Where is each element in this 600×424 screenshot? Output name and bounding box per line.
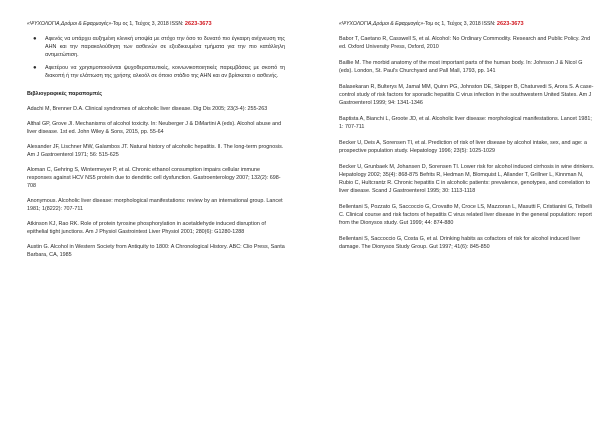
bullet-icon: ● bbox=[33, 65, 37, 71]
reference-item: Bellentani S, Pozzato G, Saccoccio G, Crovatto M, Croce LS, Mazzoran L, Masutti F, Cristianini G, Tiribelli C. Clinical course and risk factors of hepatitis C virus related liver disease in the general population: report from the Dionysos study. Gut 1999; 44: 874-880 bbox=[339, 204, 592, 226]
reference-item: Baillie M. The morbid anatomy of the most important parts of the human body. In: Johnson J & Nicol G (eds). London, St. Paul's Churchyard and Pall Mall, 1793, pp. 141 bbox=[339, 60, 583, 74]
reference-item: Aloman C, Gehring S, Wintermeyer P, et al. Chronic ethanol consumption impairs cellular immune responses against HCV NS5 protein due to dendritic cell dysfunction. Gastroenterology 2007; 132(2): 698-708 bbox=[27, 167, 281, 189]
issue-details: -Τομ ος 1, Τεύχος 3, 2018 ISSN: bbox=[423, 21, 496, 27]
reference-item: Austin G. Alcohol in Western Society from Antiquity to 1800: A Chronological History. ABC: Clio Press, Santa Barbara, CA, 1985 bbox=[27, 244, 285, 258]
right-column bbox=[339, 0, 597, 259]
page-header-left bbox=[27, 20, 285, 28]
reference-item: Anonymous. Alcoholic liver disease: morphological manifestations: review by an international group. Lancet 1981; 1(8222): 707-711 bbox=[27, 198, 283, 212]
journal-title: «ΨΥΧΟΛΟΓΙΑ,Δρόμοι & Εφαρμογές» bbox=[27, 21, 112, 27]
bullet-icon: ● bbox=[33, 36, 37, 42]
issn-number: 2623-3673 bbox=[496, 21, 524, 27]
reference-item: Balasekaran R, Bulterys M, Jamal MM, Quinn PG, Johnston DE, Skipper B, Chaturvedi S, Arora S. A case-control study of risk factors for sporadic hepatitis C virus infection in the southwestern United States. Am J Gastroenterol 1999; 94: 1341-1346 bbox=[339, 84, 594, 106]
list-item: ● Αφενός να υπάρχει αυξημένη κλινική υποψία με στόχο την όσο το δυνατό πιο έγκαιρη ανίχνευση της ΑΗΝ και την παρακολούθηση των ασθενών σε εξειδικευμένα τμήματα για την πιο κατάλληλη αντιμετώπιση. bbox=[33, 36, 285, 58]
reference-item: Atkinson KJ, Rao RK. Role of protein tyrosine phosphorylation in acetaldehyde induced disruption of epithelial tight junctions. Am J Physiol Gastrointest Liver Physiol 2001; 280(6): G1280-1288 bbox=[27, 221, 266, 235]
reference-item: Althal GP, Grove JI. Mechanisms of alcohol toxicity. In: Neuberger J & DiMartini A (eds). Alcohol abuse and liver disease. 1st ed. John Wiley & Sons, 2015, pp. 55-64 bbox=[27, 121, 282, 135]
list-item: ● Αφετέρου να χρησιμοποιούνται ψυχοθεραπευτικές, κοινωνικοποιητικές παρεμβάσεις με σκοπό τη διακοπή ή την ελάττωση της χρήσης αλκοόλ σε όποιο στάδιο της ΑΗΝ και αν βρίσκεται ο ασθενής. bbox=[33, 65, 285, 79]
bullet-list bbox=[27, 35, 285, 80]
reference-item: Babor T, Caetano R, Casswell S, et al. Alcohol: No Ordinary Commodity. Research and Public Policy. 2nd ed. Oxford University Press, Oxford, 2010 bbox=[339, 36, 591, 50]
reference-item: Becker U, Deis A, Sorensen TI, et al. Prediction of risk of liver disease by alcohol intake, sex, and age: a prospective population study. Hepatology 1996; 23(5): 1025-1029 bbox=[339, 140, 587, 154]
left-column bbox=[27, 0, 285, 266]
journal-title: «ΨΥΧΟΛΟΓΙΑ,Δρόμοι & Εφαρμογές» bbox=[339, 21, 424, 27]
references-heading: Βιβλιογραφικές παραπομπές bbox=[27, 91, 103, 97]
issue-details: -Τομ ος 1, Τεύχος 3, 2018 ISSN: bbox=[111, 21, 184, 27]
reference-item: Baptista A, Bianchi L, Groote JD, et al. Alcoholic liver disease: morphological manifestations. Lancet 1981; 1: 707-711 bbox=[339, 116, 592, 130]
page-header-right bbox=[339, 20, 597, 28]
issn-number: 2623-3673 bbox=[184, 21, 212, 27]
reference-item: Bellentani S, Saccoccio G, Costa G, et al. Drinking habits as cofactors of risk for alcohol induced liver damage. The Dionysos Study Group. Gut 1997; 41(6): 845-850 bbox=[339, 236, 581, 250]
reference-item: Becker U, Grunbaek M, Johansen D, Sorensen TI. Lower risk for alcohol induced cirrhosis in wine drinkers. Hepatology 2002; 35(4): 868-875 Befrits R, Hedman M, Blomquist L, Allander T, Grillner L, Kinnman N, Rubio C, Hultcrantz R. Chronic hepatitis C in alcoholic patients: prevalence, genotypes, and correlation to liver disease. Scand J Gastroenterol 1995; 30: 1113-1118 bbox=[339, 164, 595, 194]
reference-item: Adachi M, Brenner D.A. Clinical syndromes of alcoholic liver disease. Dig Dis 2005; 23(3-4): 255-263 bbox=[27, 106, 268, 112]
reference-item: Alexander JF, Lischner MW, Galambos JT. Natural history of alcoholic hepatitis. II. The long-term prognosis. Am J Gastroenterol 1971; 56: 515-625 bbox=[27, 144, 284, 158]
